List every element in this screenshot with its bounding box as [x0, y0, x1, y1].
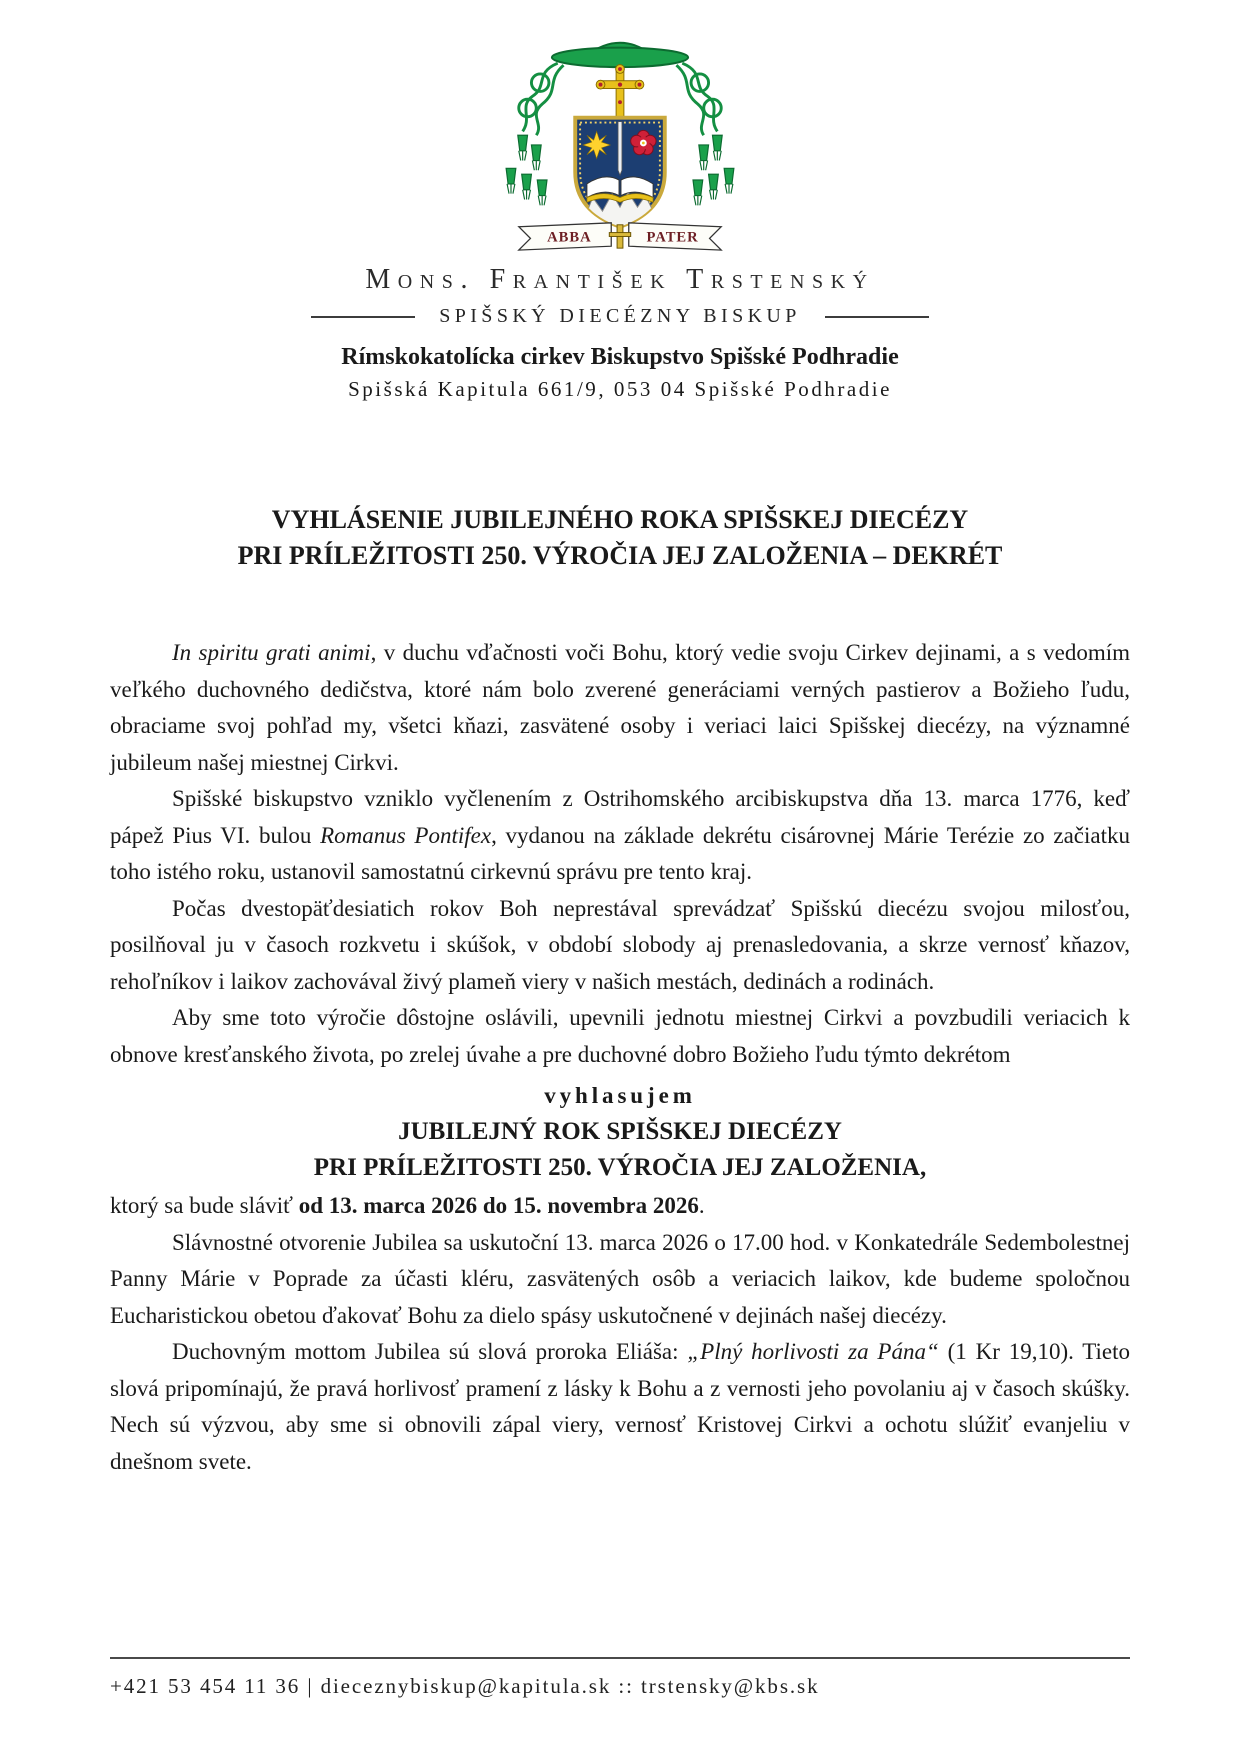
jubilee-motto-quote: „Plný horlivosti za Pána“ [687, 1339, 939, 1365]
document-body [110, 635, 1130, 1480]
proclamation-line1: JUBILEJNÝ ROK SPIŠSKEJ DIECÉZY [398, 1118, 842, 1146]
document-footer [110, 1657, 1130, 1699]
paragraph-motto-after: (1 Kr 19,10). Tieto slová pripomínajú, že pravá horlivosť pramení z lásky k Bohu a z vernosti jeho povolaniu aj v časoch skúšky. Nech sú výzvou, aby sme si obnovili zápal viery, vernosť Kristovej Cirkvi a ochotu slúžiť evanjeliu v dnešnom svete. [110, 1339, 1130, 1474]
paragraph-250-years: Počas dvestopäťdesiatich rokov Boh neprestával sprevádzať Spišskú diecézu svojou milosťou, posilňoval ju v časoch rozkvetu i skúšok, v období slobody aj prenasledovania, a skrze vernosť kňazov, rehoľníkov i laikov zachovával živý plameň viery v našich mestách, dedinách a rodinách. [110, 895, 1130, 994]
motto-ribbon [519, 223, 721, 250]
document-title [110, 502, 1130, 574]
motto-left: ABBA [547, 229, 592, 246]
shield [571, 118, 668, 231]
paragraph-history-after: , vydanou na základe dekrétu cisárovnej Márie Terézie zo začiatku toho istého roku, ustanovil samostatnú cirkevnú správu pre tento kraj. [110, 822, 1131, 885]
paragraph-purpose: Aby sme toto výročie dôstojne oslávili, upevnili jednotu miestnej Cirkvi a povzbudili veriacich k obnove kresťanského života, po zrelej úvahe a pre duchovné dobro Božieho ľudu týmto dekrétom [110, 1005, 1130, 1067]
letterhead [110, 26, 1130, 402]
document-title-line1: VYHLÁSENIE JUBILEJNÉHO ROKA SPIŠSKEJ DIECÉZY [271, 505, 969, 534]
paragraph-intro [110, 635, 1130, 781]
star-icon [583, 131, 610, 158]
paragraph-motto [110, 1334, 1130, 1480]
paragraph-dates [110, 1188, 1130, 1225]
left-rule [311, 316, 415, 318]
footer-contact: +421 53 454 11 36 | dieceznybiskup@kapitula.sk :: trstensky@kbs.sk [110, 1674, 820, 1698]
paragraph-history [110, 781, 1130, 891]
galero-hat-icon [552, 43, 688, 67]
right-rule [825, 316, 929, 318]
bishop-name: Mons. František Trstenský [365, 264, 875, 295]
paragraph-intro-text: , v duchu vďačnosti voči Bohu, ktorý vedie svoju Cirkev dejinami, a s vedomím veľkého duchovného dedičstva, ktoré nám bolo zverené generáciami verných pastierov a Božieho ľudu, obraciame svoj pohľad my, všetci kňazi, zasvätené osoby i veriaci laici Spišskej diecézy, na významné jubileum našej miestnej Cirkvi. [110, 640, 1130, 775]
paragraph-motto-before: Duchovným mottom Jubilea sú slová proroka Eliáša: [172, 1339, 688, 1365]
latin-phrase: In spiritu grati animi [172, 640, 371, 666]
bishop-coat-of-arms [474, 26, 766, 262]
bishop-role: SPIŠSKÝ DIECÉZNY BISKUP [439, 305, 801, 327]
paragraph-dates-after: . [698, 1193, 705, 1219]
sword-icon [618, 122, 622, 176]
organization-name: Rímskokatolícka cirkev Biskupstvo Spišské Podhradie [341, 344, 899, 370]
paragraph-history-before: Spišské biskupstvo vzniklo vyčlenením z Ostrihomského arcibiskupstva dňa 13. marca 1776, keď pápež Pius VI. bulou [110, 786, 1130, 848]
document-title-line2: PRI PRÍLEŽITOSTI 250. VÝROČIA JEJ ZALOŽENIA – DEKRÉT [237, 541, 1003, 570]
proclamation-verb: vyhlasujem [544, 1083, 696, 1109]
paragraph-opening-ceremony: Slávnostné otvorenie Jubilea sa uskutoční 13. marca 2026 o 17.00 hod. v Konkatedrále Sedembolestnej Panny Márie v Poprade za účasti kléru, zasvätených osôb a veriacich laikov, kde budeme spoločnou Eucharistickou obetou ďakovať Bohu za dielo spásy uskutočnené v dejinách našej diecézy. [110, 1229, 1130, 1328]
footer-divider [110, 1657, 1130, 1659]
motto-right: PATER [646, 229, 699, 246]
organization-address: Spišská Kapitula 661/9, 053 04 Spišské Podhradie [348, 377, 892, 401]
cross-icon [596, 65, 644, 118]
jubilee-date-range: od 13. marca 2026 do 15. novembra 2026 [298, 1193, 699, 1219]
bull-name: Romanus Pontifex [320, 822, 492, 848]
proclamation-block [110, 1077, 1130, 1186]
paragraph-dates-before: ktorý sa bude sláviť [110, 1193, 299, 1219]
bishop-role-row [110, 305, 1130, 328]
proclamation-line2: PRI PRÍLEŽITOSTI 250. VÝROČIA JEJ ZALOŽENIA, [313, 1154, 927, 1182]
